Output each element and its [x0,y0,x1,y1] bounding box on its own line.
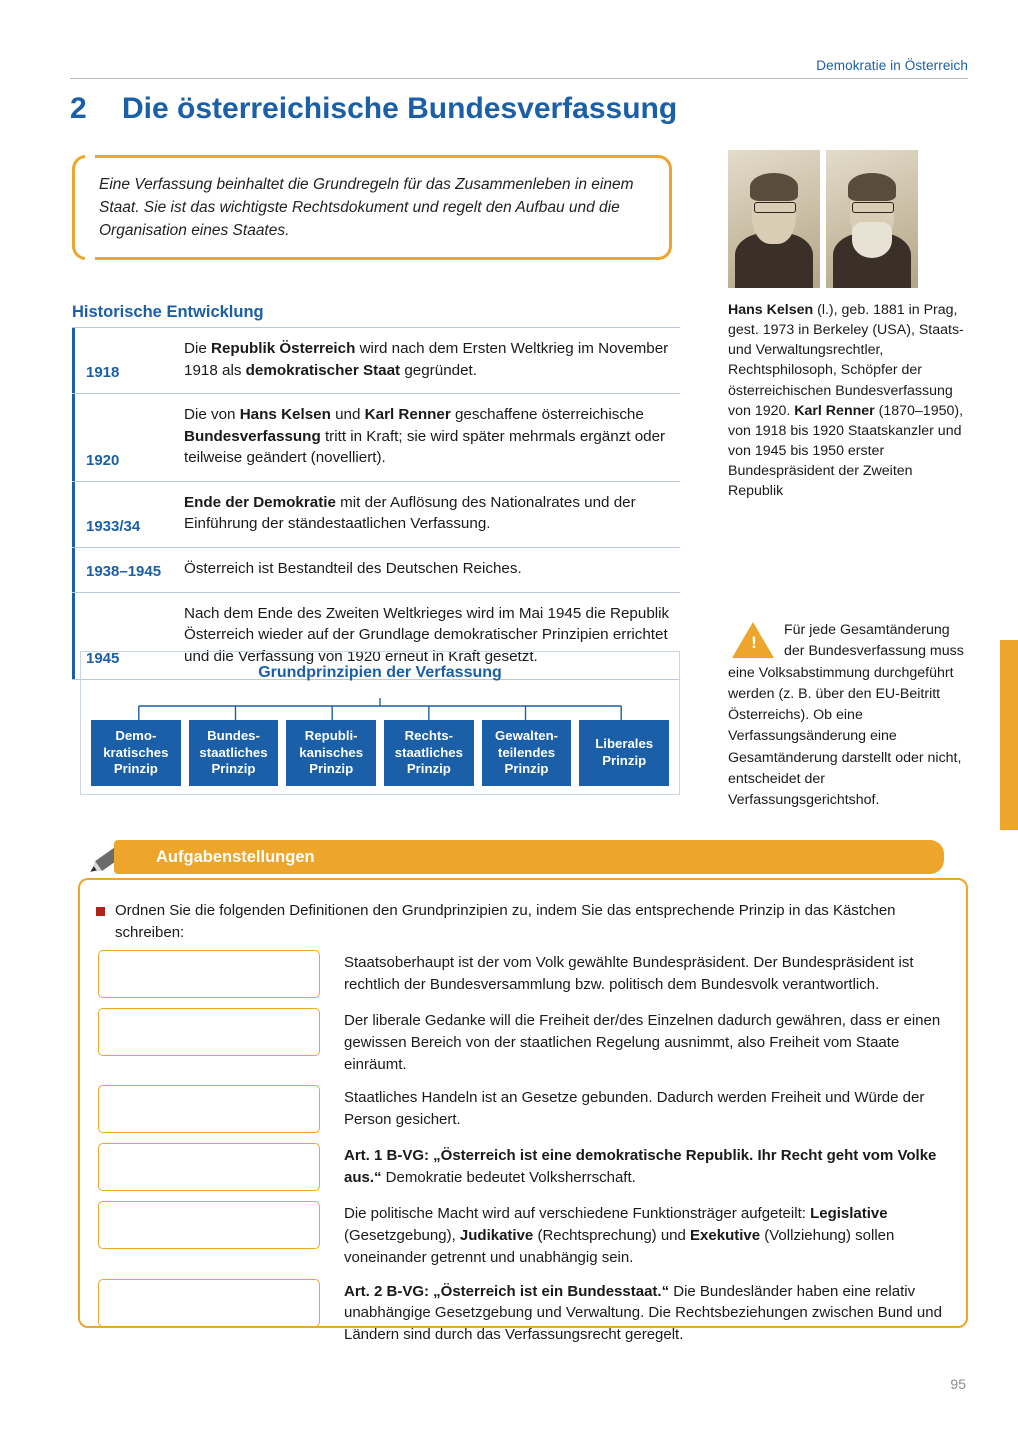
photo-karl-renner [826,150,918,288]
diagram-boxes [91,720,669,786]
timeline-year: 1933/34 [72,482,184,547]
intro-callout [72,155,672,260]
answer-definition-text: Staatsoberhaupt ist der vom Volk gewählte Bundespräsident. Der Bundespräsident ist rechtlich der Bundesversammlung bzw. politisch dem Bundesvolk verantwortlich. [344,954,914,993]
answer-definition-text: Staatliches Handeln ist an Gesetze gebunden. Dadurch werden Freiheit und Würde der Person gesichert. [344,1089,925,1128]
intro-callout-text: Eine Verfassung beinhaltet die Grundregeln für das Zusammenleben in einem Staat. Sie ist das wichtigste Rechtsdokument und regelt den Aufbau und die Organisation eines Staates. [99,176,634,239]
header-divider [70,78,968,79]
timeline-text: Die von Hans Kelsen und Karl Renner geschaffene österreichische Bundesverfassung tritt in Kraft; sie wird später mehrmals ergänzt oder teilweise geändert (novelliert). [184,406,666,467]
timeline-row [72,481,680,547]
chapter-number: 2 [70,92,87,125]
warning-note [728,620,972,812]
answer-input-box[interactable] [98,1008,320,1056]
principles-diagram [80,651,680,795]
answer-row [98,1279,964,1346]
principle-box: Liberales Prinzip [579,720,669,786]
chapter-title: Die österreichische Bundesverfassung [122,92,678,125]
answer-row [98,1008,964,1075]
tasks-banner: Aufgabenstellungen [114,840,944,874]
answer-list [98,950,964,1356]
principle-box: Rechts- staatliches Prinzip [384,720,474,786]
bullet-icon [96,907,105,916]
timeline-text: Die Republik Österreich wird nach dem Ersten Weltkrieg im November 1918 als demokratischer Staat gegründet. [184,340,669,379]
diagram-title: Grundprinzipien der Verfassung [258,664,502,681]
timeline-text: Ende der Demokratie mit der Auflösung des Nationalrates und der Einführung der ständestaatlichen Verfassung. [184,493,636,533]
principle-box: Gewalten- teilendes Prinzip [482,720,572,786]
timeline-text: Nach dem Ende des Zweiten Weltkrieges wird im Mai 1945 die Republik Österreich wieder auf der Grundlage demokratischer Prinzipien errichtet und die Verfassung von 1920 erneut in Kraft gesetzt. [184,604,670,665]
timeline-text: Österreich ist Bestandteil des Deutschen Reiches. [184,560,522,578]
answer-row [98,1085,964,1133]
page-number: 95 [950,1376,966,1392]
answer-definition-text: Die politische Macht wird auf verschiedene Funktionsträger aufgeteilt: Legislative (Gesetzgebung), Judikative (Rechtsprechung) und Exekutive (Vollziehung) sollen voneinander getrennt und unabhängig sein. [344,1205,895,1266]
timeline-row [72,327,680,393]
timeline-row [72,547,680,592]
photo-caption: Hans Kelsen (l.), geb. 1881 in Prag, gest. 1973 in Berkeley (USA), Staats- und Verwaltungsrechtler, Rechtsphilosoph, Schöpfer der österreichischen Bundesverfassung von 1920. Karl Renner (1870–1950), von 1918 bis 1920 Staatskanzler und von 1945 bis 1950 erster Bundespräsident der Zweiten Republik [728,302,964,500]
portrait-photos [728,150,918,288]
photo-hans-kelsen [728,150,820,288]
task-instruction [96,900,936,944]
answer-input-box[interactable] [98,1085,320,1133]
answer-definition-text: Der liberale Gedanke will die Freiheit der/des Einzelnen dadurch gewähren, dass er einen gewissen Bereich von der staatlichen Regelung ausnimmt, also Freiheit vom Staate einräumt. [344,1012,941,1073]
answer-input-box[interactable] [98,1143,320,1191]
warning-icon: ! [732,622,776,660]
warning-text: Für jede Gesamtänderung der Bundesverfassung muss eine Volksabstimmung durchgeführt werden (z. B. über den EU-Beitritt Österreichs). Ob eine Verfassungsänderung eine Gesamtänderung darstellt oder nicht, entscheidet der Verfassungsgerichtshof. [728,622,964,809]
answer-input-box[interactable] [98,1201,320,1249]
timeline-year: 1918 [72,328,184,393]
diagram-connectors [81,698,679,720]
timeline-year: 1920 [72,394,184,481]
principle-box: Republi- kanisches Prinzip [286,720,376,786]
principle-box: Demo- kratisches Prinzip [91,720,181,786]
running-head: Demokratie in Österreich [816,58,968,73]
page-side-tab [1000,640,1018,830]
task-instruction-text: Ordnen Sie die folgenden Definitionen den Grundprinzipien zu, indem Sie das entsprechende Prinzip in das Kästchen schreiben: [115,902,896,941]
answer-row [98,1143,964,1191]
answer-input-box[interactable] [98,950,320,998]
answer-definition-text: Art. 1 B-VG: „Österreich ist eine demokratische Republik. Ihr Recht geht vom Volke aus.“ Demokratie bedeutet Volksherrschaft. [344,1147,937,1186]
principle-box: Bundes- staatliches Prinzip [189,720,279,786]
section-heading: Historische Entwicklung [72,303,264,321]
answer-definition-text: Art. 2 B-VG: „Österreich ist ein Bundesstaat.“ Die Bundesländer haben eine relativ unabhängige Gesetzgebung und Verwaltung. Die Rechtsbeziehungen zwischen Bund und Ländern sind durch das Verfassungsrecht geregelt. [344,1282,942,1343]
page-title [70,92,677,126]
timeline-table [72,327,680,680]
answer-row [98,1201,964,1268]
timeline-row [72,393,680,481]
answer-row [98,950,964,998]
timeline-year: 1945 [72,593,184,680]
timeline-year: 1938–1945 [72,548,184,592]
answer-input-box[interactable] [98,1279,320,1327]
